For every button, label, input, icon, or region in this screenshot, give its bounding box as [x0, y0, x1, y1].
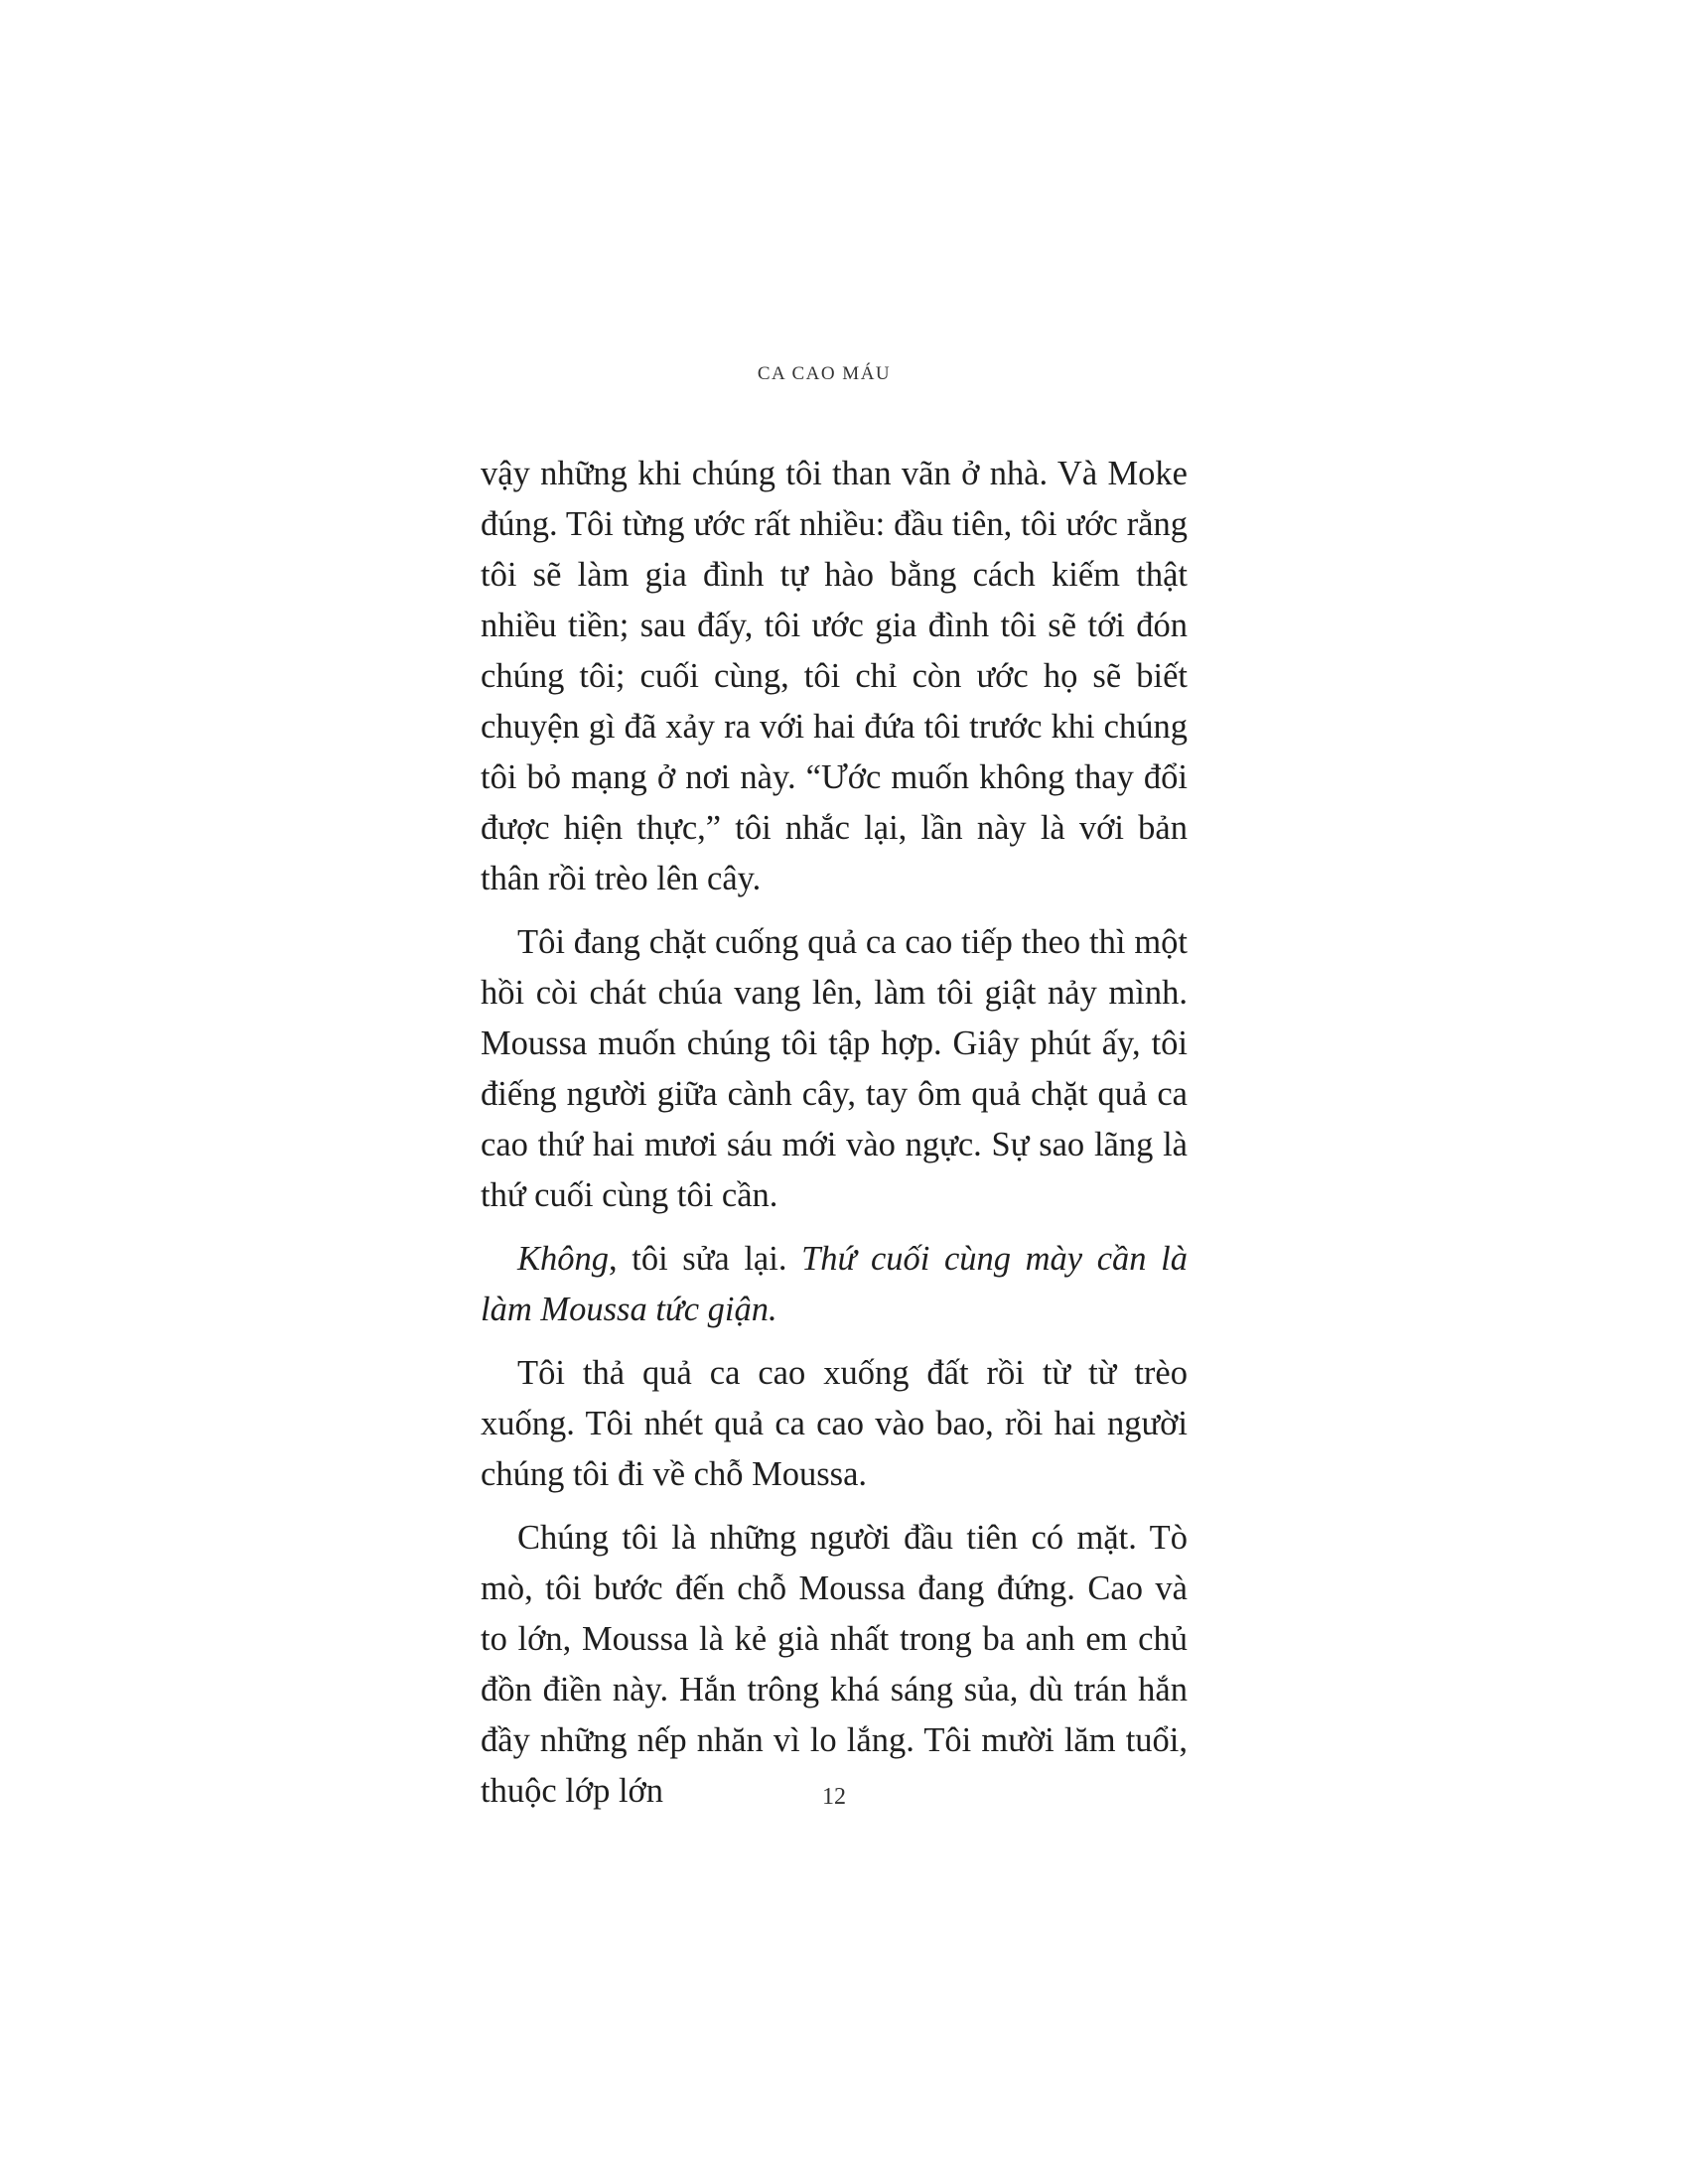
paragraph-3	[481, 1234, 1188, 1335]
paragraph-2: Tôi đang chặt cuống quả ca cao tiếp theo thì một hồi còi chát chúa vang lên, làm tôi giật nảy mình. Moussa muốn chúng tôi tập hợp. Giây phút ấy, tôi điếng người giữa cành cây, tay ôm quả chặt quả ca cao thứ hai mươi sáu mới vào ngực. Sự sao lãng là thứ cuối cùng tôi cần.	[481, 923, 1188, 1214]
italic-thought-end: Thứ cuối cùng mày cần là làm Moussa tức giận.	[481, 1240, 1188, 1328]
paragraph-1: vậy những khi chúng tôi than vãn ở nhà. Và Moke đúng. Tôi từng ước rất nhiều: đầu tiên, tôi ước rằng tôi sẽ làm gia đình tự hào bằng cách kiếm thật nhiều tiền; sau đấy, tôi ước gia đình tôi sẽ tới đón chúng tôi; cuối cùng, tôi chỉ còn ước họ sẽ biết chuyện gì đã xảy ra với hai đứa tôi trước khi chúng tôi bỏ mạng ở nơi này. “Ước muốn không thay đổi được hiện thực,” tôi nhắc lại, lần này là với bản thân rồi trèo lên cây.	[481, 455, 1188, 897]
paragraph-3-plain: , tôi sửa lại.	[609, 1240, 802, 1278]
paragraph-5: Chúng tôi là những người đầu tiên có mặt. Tò mò, tôi bước đến chỗ Moussa đang đứng. Cao và to lớn, Moussa là kẻ già nhất trong ba anh em chủ đồn điền này. Hắn trông khá sáng sủa, dù trán hắn đầy những nếp nhăn vì lo lắng. Tôi mười lăm tuổi, thuộc lớp lớn	[481, 1519, 1188, 1810]
page-number: 12	[822, 1784, 846, 1810]
paragraph-4: Tôi thả quả ca cao xuống đất rồi từ từ trèo xuống. Tôi nhét quả ca cao vào bao, rồi hai người chúng tôi đi về chỗ Moussa.	[481, 1354, 1188, 1493]
body-text	[481, 449, 1188, 1817]
italic-thought-start: Không	[517, 1240, 610, 1278]
running-header: CA CAO MÁU	[757, 363, 892, 384]
